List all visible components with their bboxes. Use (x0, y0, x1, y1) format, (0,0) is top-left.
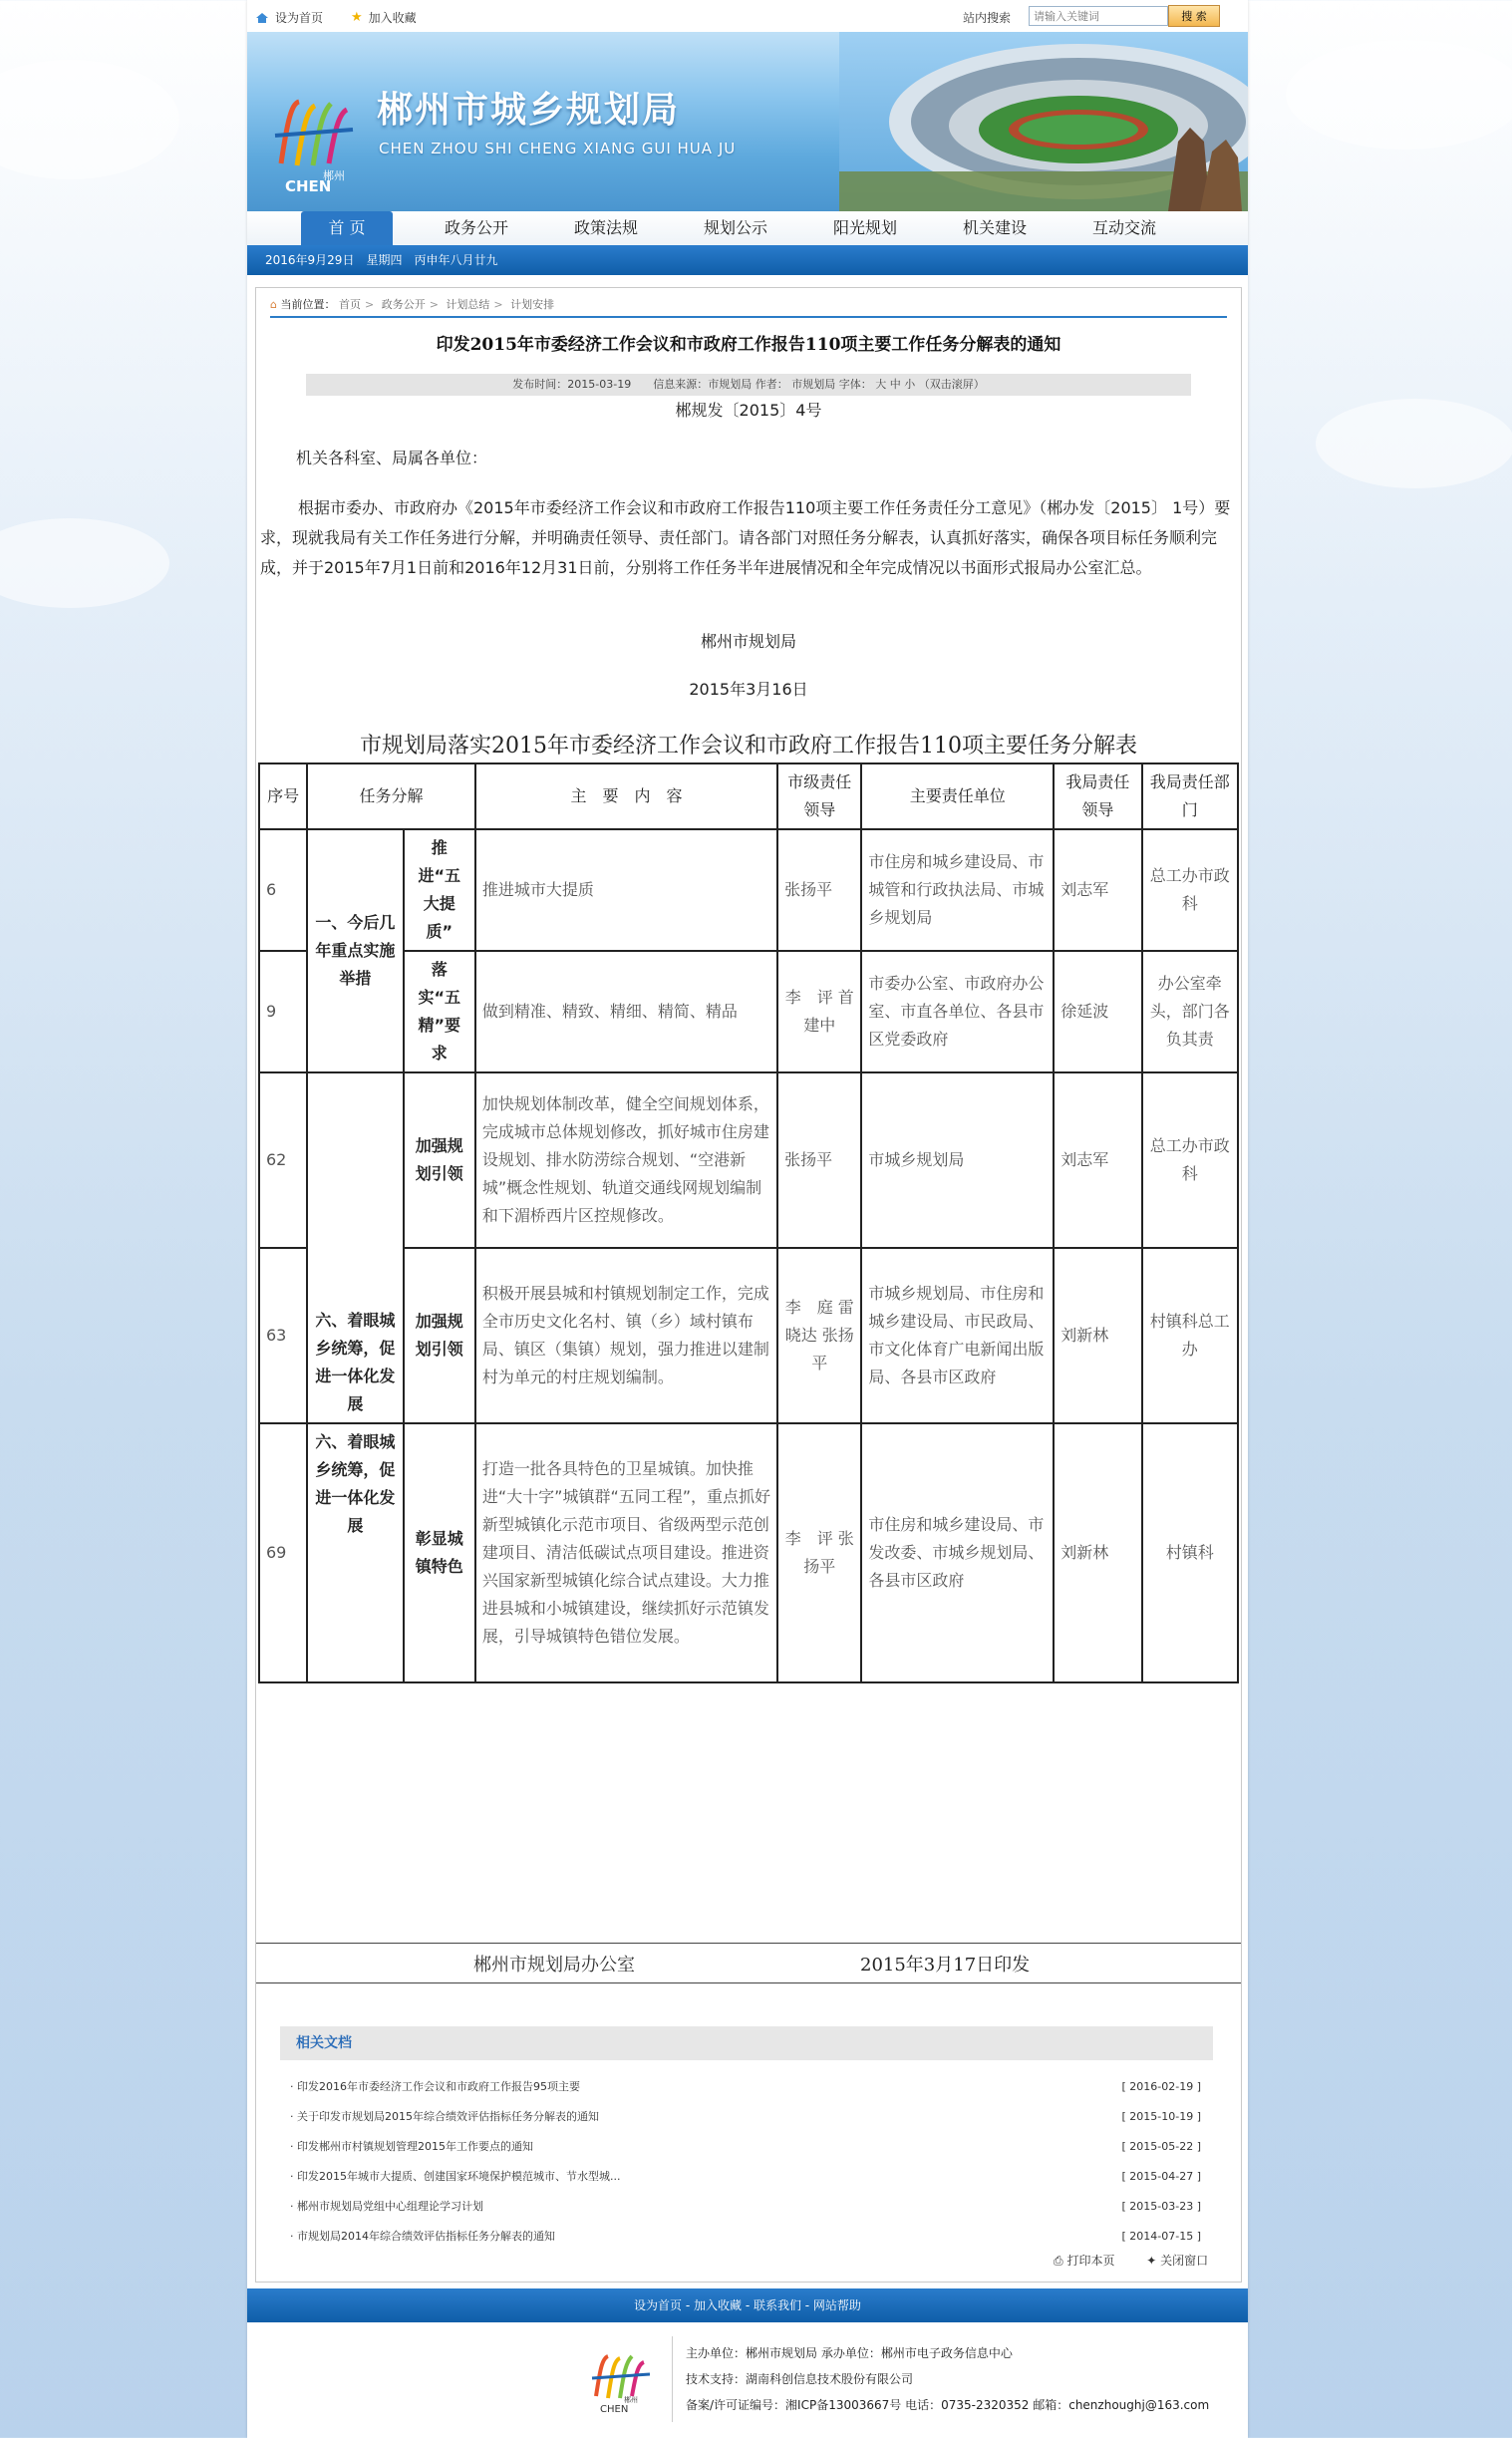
cell-city-leader: 李 庭 雷晓达 张扬平 (777, 1248, 861, 1423)
table-title: 市规划局落实2015年市委经济工作会议和市政府工作报告110项主要任务分解表 (360, 734, 1137, 759)
stadium-image (839, 32, 1248, 211)
breadcrumb (270, 294, 1227, 318)
header-task: 任务分解 (307, 763, 475, 829)
svg-text:CHEN: CHEN (600, 2404, 629, 2414)
cell-group: 一、今后几年重点实施举措 (307, 829, 403, 1072)
header-unit: 主要责任单位 (861, 763, 1054, 829)
footer-sponsor: 主办单位：郴州市规划局 承办单位：郴州市电子政务信息中心 (686, 2346, 1013, 2360)
search-input[interactable] (1029, 6, 1168, 26)
svg-text:郴州: 郴州 (624, 2396, 638, 2404)
search-button[interactable]: 搜 索 (1168, 5, 1220, 27)
article-body: 根据市委办、市政府办《2015年市委经济工作会议和市政府工作报告110项主要工作任务责任分工意见》（郴办发〔2015〕 1号）要求，现就我局有关工作任务进行分解，并明确责任领导、责任部门。请各部门对照任务分解表，认真抓好落实，确保各项目标任务顺利完成，并于2015年7月1日前和2016年12月31日前，分别将工作任务半年进展情况和全年完成情况以书面形式报局办公室汇总。 (260, 498, 1231, 577)
table-row (259, 1248, 1238, 1423)
task-table (258, 762, 1239, 1683)
article-container (255, 287, 1242, 2283)
divider (256, 1982, 1241, 1983)
top-bar (247, 0, 1248, 32)
printer-icon: ⎙ (1054, 2254, 1063, 2268)
close-icon: ✦ (1146, 2254, 1157, 2268)
breadcrumb-item-home[interactable]: 首页 (338, 298, 361, 311)
signature-date: 2015年3月16日 (689, 680, 808, 699)
page-actions (1054, 2252, 1208, 2269)
document-number: 郴规发〔2015〕4号 (675, 401, 822, 420)
close-window-button[interactable]: ✦ 关闭窗口 (1146, 2254, 1209, 2268)
breadcrumb-item-arrangements[interactable]: 计划安排 (510, 298, 555, 311)
related-docs (280, 2026, 1213, 2252)
cell-group: 六、着眼城乡统筹，促进一体化发展 (307, 1423, 403, 1682)
related-docs-heading: 相关文档 (280, 2026, 1213, 2060)
site-subtitle: CHEN ZHOU SHI CHENG XIANG GUI HUA JU (379, 140, 737, 157)
svg-text:郴州: 郴州 (323, 169, 345, 182)
svg-text:CHEN: CHEN (285, 177, 332, 193)
cell-unit: 市城乡规划局、市住房和城乡建设局、市民政局、市文化体育广电新闻出版局、各县市区政府 (861, 1248, 1054, 1423)
header-our-leader: 我局责任领导 (1054, 763, 1141, 829)
banner (247, 32, 1248, 211)
breadcrumb-label: 当前位置： (280, 298, 336, 311)
cell-unit: 市住房和城乡建设局、市发改委、市城乡规划局、各县市区政府 (861, 1423, 1054, 1682)
nav-tab-interaction[interactable]: 互动交流 (1091, 218, 1156, 237)
home-icon: ⌂ (270, 298, 277, 311)
footer-tech-support: 技术支持：湖南科创信息技术股份有限公司 (686, 2372, 914, 2386)
cell-our-leader: 刘新林 (1054, 1423, 1141, 1682)
cell-our-leader: 刘志军 (1054, 829, 1141, 951)
chevron-right-icon: > (429, 298, 439, 311)
current-date: 2016年9月29日 星期四 丙申年八月廿九 (265, 253, 498, 267)
table-row (259, 1072, 1238, 1248)
site-footer (247, 2322, 1248, 2438)
list-item[interactable]: · 印发2016年市委经济工作会议和市政府工作报告95项主要 [ 2016-02-19 ] (290, 2080, 1201, 2093)
cell-group: 六、着眼城乡统筹，促进一体化发展 (307, 1072, 403, 1423)
cell-city-leader: 张扬平 (777, 1072, 861, 1248)
cell-sub: 加强规划引领 (404, 1072, 475, 1248)
cell-sub: 彰显城镇特色 (404, 1423, 475, 1682)
list-item[interactable]: · 郴州市规划局党组中心组理论学习计划 [ 2015-03-23 ] (290, 2200, 1201, 2213)
footer-logo (586, 2344, 656, 2414)
nav-tab-home[interactable]: 首 页 (301, 211, 393, 245)
cell-unit: 市委办公室、市政府办公室、市直各单位、各县市区党委政府 (861, 951, 1054, 1072)
nav-tab-planning-notice[interactable]: 规划公示 (703, 218, 767, 237)
cell-no: 6 (259, 829, 307, 951)
cell-no: 63 (259, 1248, 307, 1423)
chevron-right-icon: > (493, 298, 503, 311)
cell-our-dept: 办公室牵头，部门各负其责 (1142, 951, 1238, 1072)
list-item[interactable]: · 印发2015年城市大提质、创建国家环境保护模范城市、节水型城... [ 2015-04-27 ] (290, 2170, 1201, 2183)
cell-sub: 加强规划引领 (404, 1248, 475, 1423)
cell-our-leader: 徐延波 (1054, 951, 1141, 1072)
date-bar (247, 245, 1248, 275)
star-icon: ★ (351, 10, 363, 25)
header-city-leader: 市级责任领导 (777, 763, 861, 829)
nav-tab-policies[interactable]: 政策法规 (573, 218, 638, 237)
breadcrumb-item-affairs[interactable]: 政务公开 (381, 298, 426, 311)
cell-unit: 市城乡规划局 (861, 1072, 1054, 1248)
nav-tab-organization[interactable]: 机关建设 (962, 218, 1027, 237)
set-home-link[interactable]: 设为首页 (255, 9, 323, 26)
page-wrapper (247, 0, 1248, 2438)
cell-content: 推进城市大提质 (475, 829, 777, 951)
footer-info (686, 2340, 1209, 2418)
cell-our-dept: 总工办市政科 (1142, 1072, 1238, 1248)
table-row (259, 1423, 1238, 1682)
home-icon (255, 12, 269, 24)
issue-date: 2015年3月17日印发 (860, 1955, 1031, 1976)
signature: 郴州市规划局 (700, 632, 796, 651)
table-header-row (259, 763, 1238, 829)
breadcrumb-item-plans[interactable]: 计划总结 (446, 298, 490, 311)
cell-city-leader: 李 评 首建中 (777, 951, 861, 1072)
cell-city-leader: 张扬平 (777, 829, 861, 951)
cell-no: 62 (259, 1072, 307, 1248)
nav-tab-government-affairs[interactable]: 政务公开 (444, 218, 508, 237)
cell-our-dept: 总工办市政科 (1142, 829, 1238, 951)
cell-unit: 市住房和城乡建设局、市城管和行政执法局、市城乡规划局 (861, 829, 1054, 951)
cell-no: 9 (259, 951, 307, 1072)
article-title: 印发2015年市委经济工作会议和市政府工作报告110项主要工作任务分解表的通知 (436, 335, 1061, 355)
cell-content: 加快规划体制改革，健全空间规划体系，完成城市总体规划修改，抓好城市住房建设规划、排水防涝综合规划、“空港新城”概念性规划、轨道交通线网规划编制和下湄桥西片区控规修改。 (475, 1072, 777, 1248)
add-favorite-link[interactable]: ★ 加入收藏 (351, 10, 417, 25)
cell-city-leader: 李 评 张扬平 (777, 1423, 861, 1682)
cell-content: 积极开展县城和村镇规划制定工作，完成全市历史文化名村、镇（乡）域村镇布局、镇区（集镇）规划，强力推进以建制村为单元的村庄规划编制。 (475, 1248, 777, 1423)
search-label: 站内搜索 (963, 11, 1012, 25)
cell-our-dept: 村镇科 (1142, 1423, 1238, 1682)
footer-nav[interactable]: 设为首页 - 加入收藏 - 联系我们 - 网站帮助 (247, 2288, 1248, 2322)
greeting: 机关各科室、局属各单位： (296, 449, 488, 467)
cell-our-leader: 刘志军 (1054, 1072, 1141, 1248)
list-item[interactable]: · 印发郴州市村镇规划管理2015年工作要点的通知 [ 2015-05-22 ] (290, 2140, 1201, 2153)
site-logo (269, 84, 361, 193)
header-our-dept: 我局责任部门 (1142, 763, 1238, 829)
header-content: 主 要 内 容 (475, 763, 777, 829)
cell-content: 做到精准、精致、精细、精简、精品 (475, 951, 777, 1072)
list-item[interactable]: · 关于印发市规划局2015年综合绩效评估指标任务分解表的通知 [ 2015-10-19 ] (290, 2110, 1201, 2123)
cell-our-dept: 村镇科总工办 (1142, 1248, 1238, 1423)
cell-no: 69 (259, 1423, 307, 1682)
divider (256, 1943, 1241, 1944)
nav-tab-sunshine-planning[interactable]: 阳光规划 (832, 218, 897, 237)
cell-content: 打造一批各具特色的卫星城镇。加快推进“大十字”城镇群“五同工程”，重点抓好新型城镇化示范市项目、省级两型示范创建项目、清洁低碳试点项目建设。推进资兴国家新型城镇化综合试点建设。大力推进县城和小城镇建设，继续抓好示范镇发展，引导城镇特色错位发展。 (475, 1423, 777, 1682)
main-nav (247, 211, 1248, 246)
issuing-office: 郴州市规划局办公室 (473, 1955, 635, 1976)
list-item[interactable]: · 市规划局2014年综合绩效评估指标任务分解表的通知 [ 2014-07-15 ] (290, 2230, 1201, 2243)
table-row (259, 829, 1238, 951)
header-no: 序号 (259, 763, 307, 829)
table-row (259, 951, 1238, 1072)
footer-license: 备案/许可证编号：湘ICP备13003667号 电话：0735-2320352 邮箱：chenzhoughj@163.com (686, 2398, 1210, 2412)
print-button[interactable]: ⎙ 打印本页 (1054, 2254, 1115, 2268)
site-title: 郴州市城乡规划局 (377, 90, 681, 131)
cell-sub: 推进“五大提质” (404, 829, 475, 951)
chevron-right-icon: > (364, 298, 375, 311)
article-meta: 发布时间：2015-03-19 信息来源：市规划局 作者： 市规划局 字体： 大 中 小 （双击滚屏） (306, 374, 1191, 396)
cell-our-leader: 刘新林 (1054, 1248, 1141, 1423)
cell-sub: 落实“五精”要求 (404, 951, 475, 1072)
